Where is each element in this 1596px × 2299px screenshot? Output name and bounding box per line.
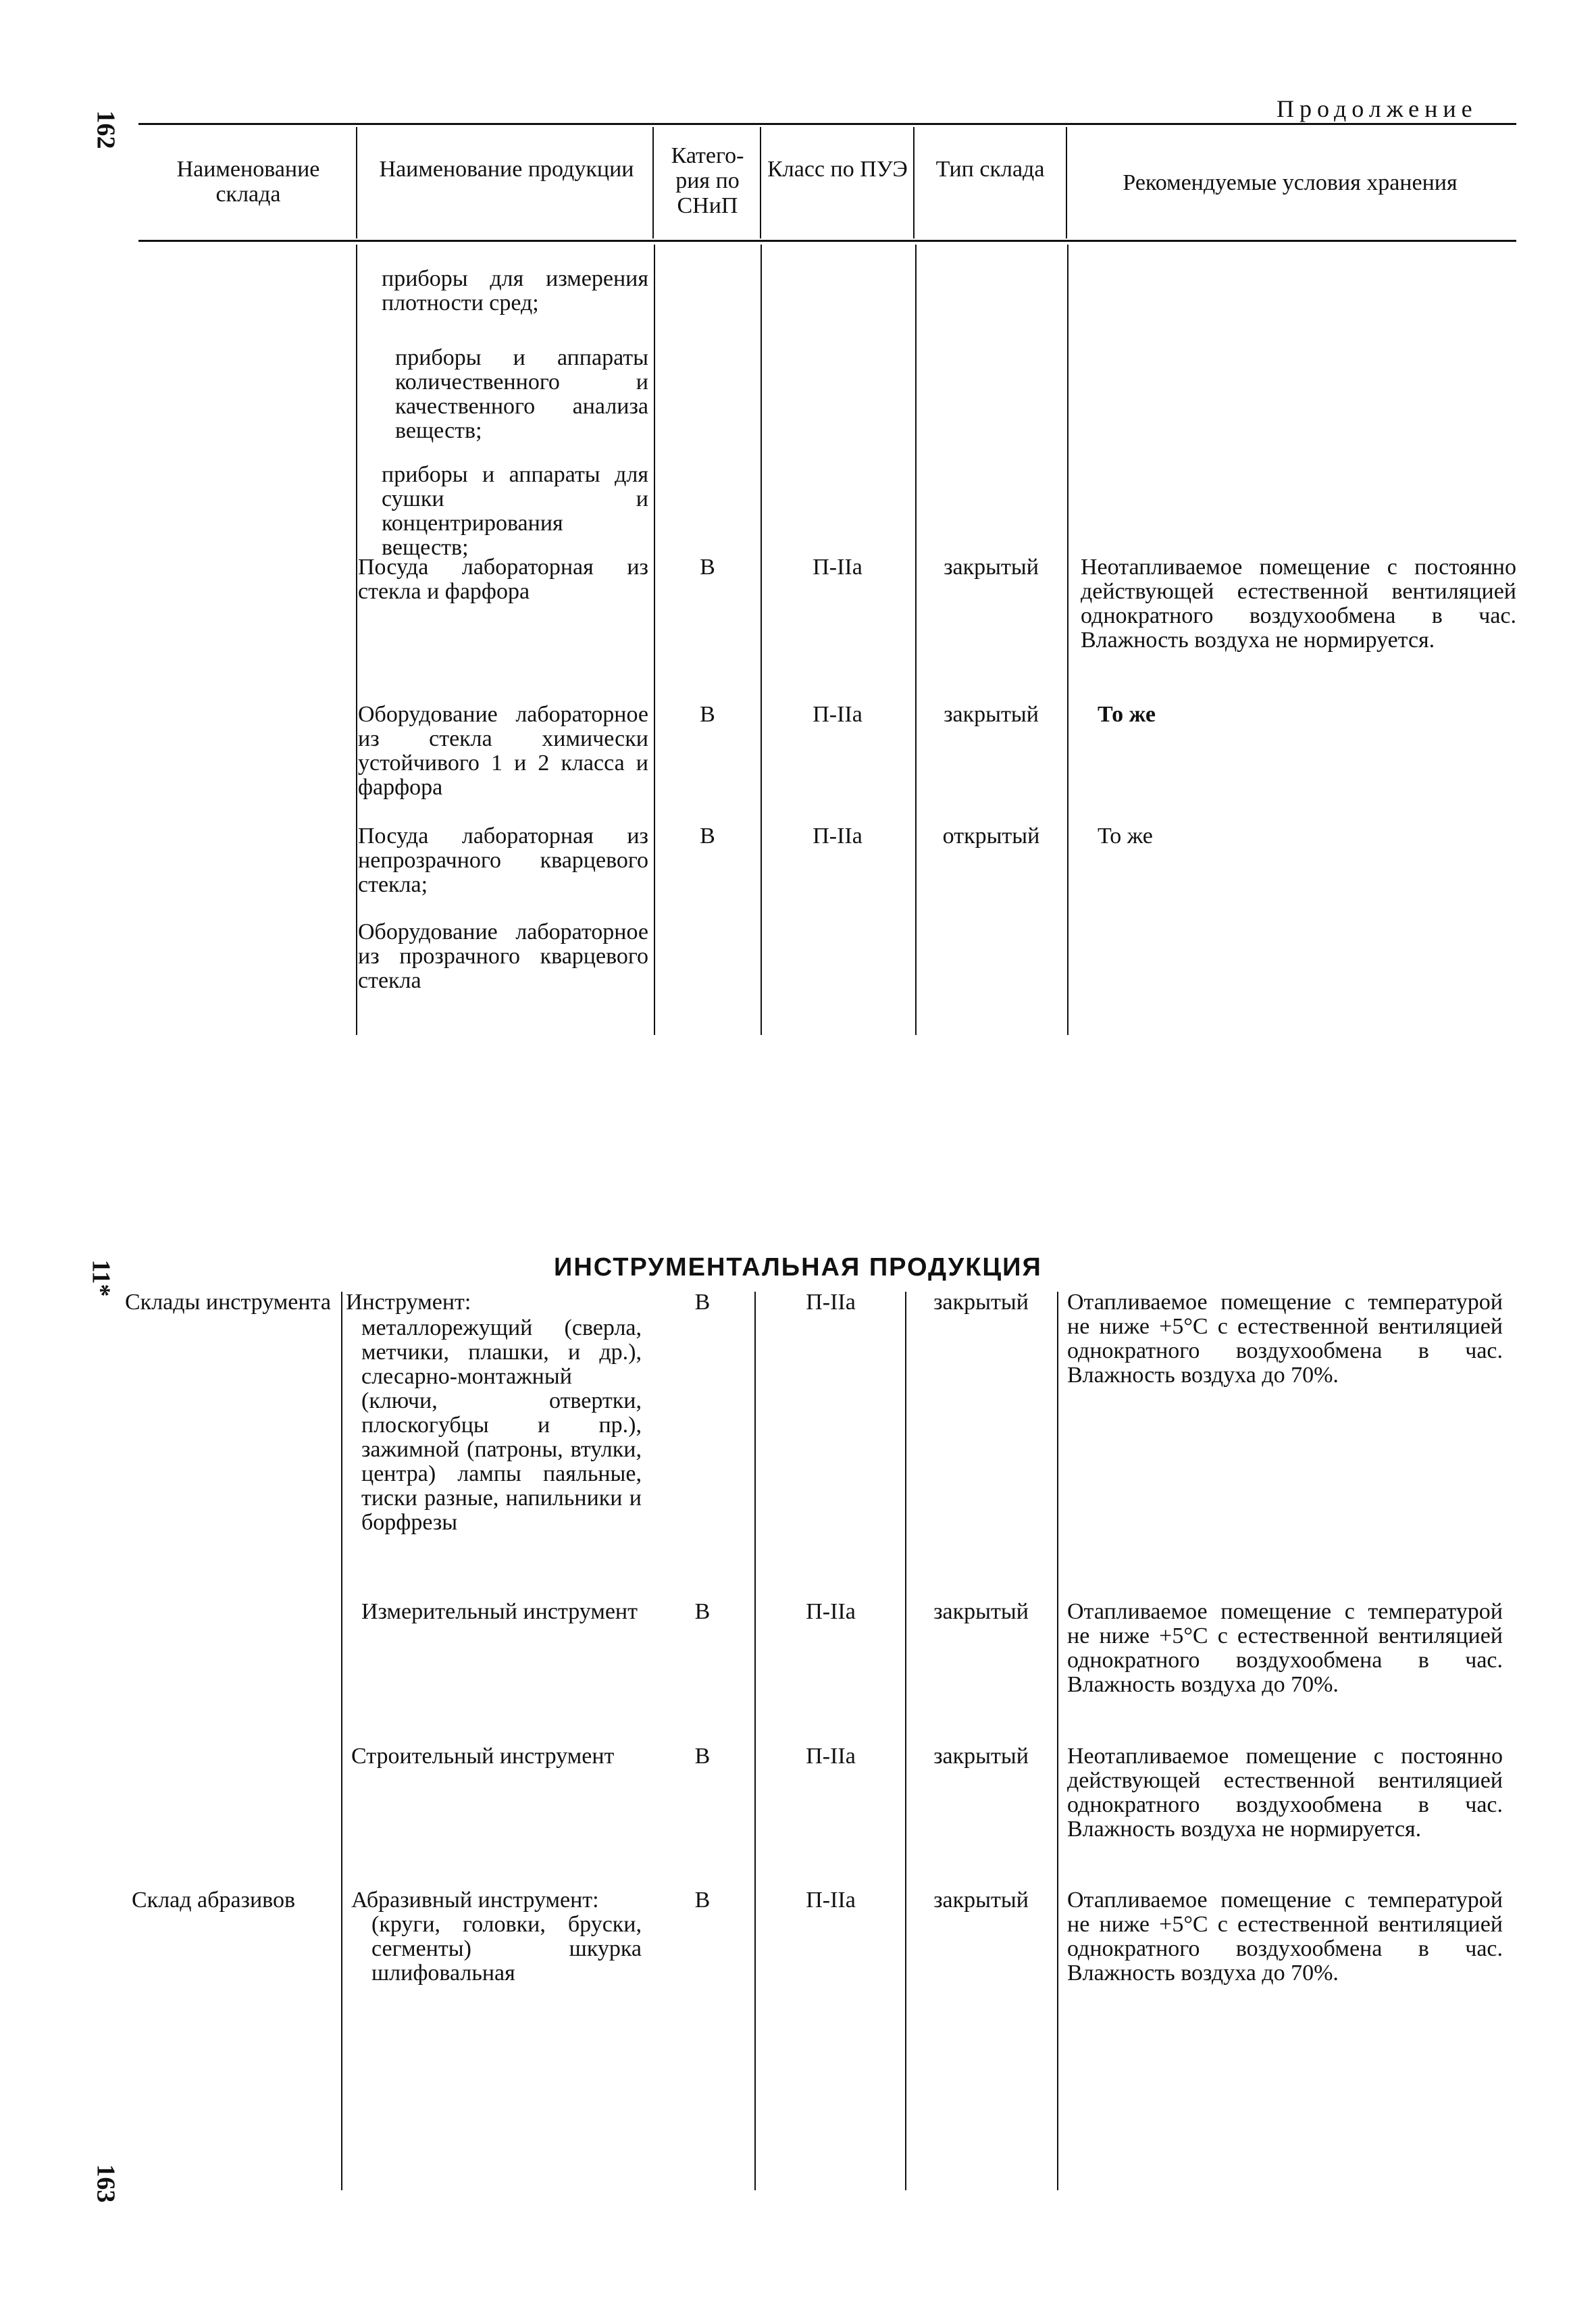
table-row: приборы и аппараты количественного и качественного анализа веществ;: [395, 345, 648, 443]
product-head: Абразивный инструмент:: [351, 1888, 599, 1913]
page-number-top: 162: [91, 110, 120, 149]
table-row: Оборудование лабораторное из прозрачного кварцевого стекла: [358, 919, 648, 993]
table-row: приборы и аппараты для сушки и концентрирования веществ;: [382, 462, 648, 560]
page-number-mid: 11*: [86, 1259, 115, 1297]
table-row: Оборудование лабораторное из стекла химически устойчивого 1 и 2 класса и фарфора: [358, 702, 648, 800]
continuation-label: Продолжение: [1277, 95, 1478, 122]
section-title: ИНСТРУМЕНТАЛЬНАЯ ПРОДУКЦИЯ: [554, 1253, 1042, 1282]
warehouse-name: Склады инструмента: [125, 1290, 331, 1315]
header-class: Класс по ПУЭ: [767, 157, 908, 182]
warehouse-name: Склад абразивов: [132, 1888, 296, 1913]
table-row: металлорежущий (сверла, метчики, плашки, и др.), слесарно-монтажный (ключи, отвертки, плоскогубцы и пр.), зажимной (патроны, втулки, центра) лампы паяльные, тиски разные, напильники и борфрезы: [361, 1315, 642, 1535]
table-row: Посуда лабораторная из непрозрачного кварцевого стекла;: [358, 824, 648, 897]
table-row: Строительный инструмент: [351, 1744, 615, 1769]
header-warehouse: Наименование склада: [176, 157, 320, 207]
table-row: приборы для измерения плотности сред;: [382, 266, 648, 315]
table-row: (круги, головки, бруски, сегменты) шкурка шлифовальная: [371, 1912, 642, 1986]
table-row: Посуда лабораторная из стекла и фарфора: [358, 555, 648, 604]
header-type: Тип склада: [935, 157, 1045, 182]
page-number-bottom: 163: [91, 2164, 120, 2203]
product-head: Инструмент:: [346, 1290, 471, 1315]
header-conditions: Рекомендуемые условия хранения: [1123, 170, 1458, 195]
header-category: Катего-рия по СНиП: [671, 143, 744, 218]
table-row: Измерительный инструмент: [361, 1599, 638, 1624]
header-product: Наименование продукции: [379, 157, 634, 182]
